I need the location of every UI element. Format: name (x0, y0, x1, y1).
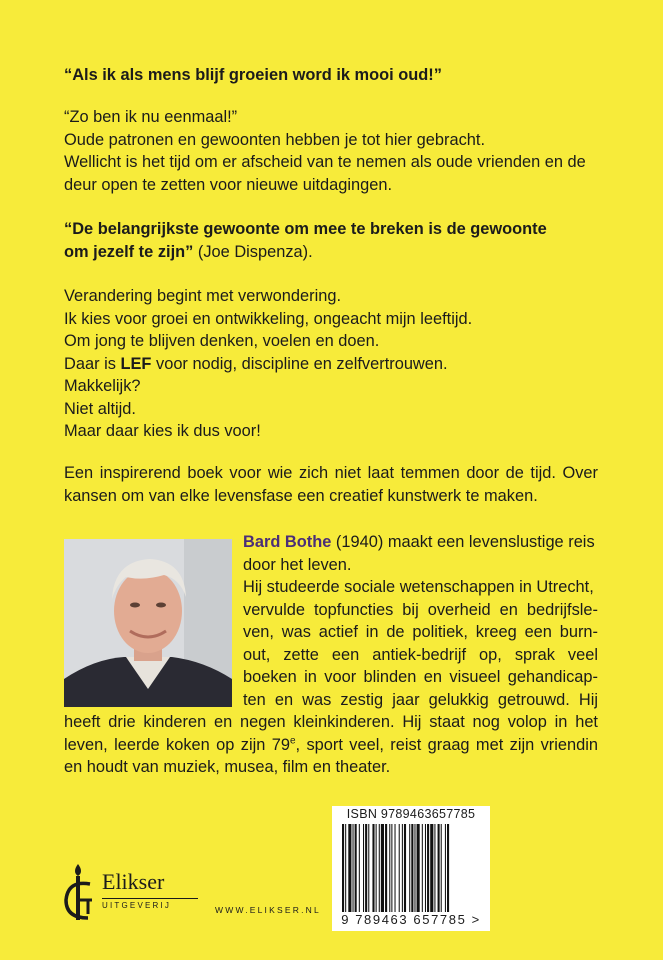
lef-word: LEF (120, 354, 152, 373)
lef-pre: Daar is (64, 354, 121, 373)
motivation-line: Niet altijd. (64, 399, 136, 418)
quote-attribution: (Joe Dispenza). (193, 242, 313, 261)
isbn-digits: 9 789463 657785 > (341, 912, 481, 927)
motivation-line: Om jong te blijven denken, voelen en doen. (64, 332, 380, 350)
author-bio-wrapped (243, 531, 598, 711)
motivation-line: Verandering begint met verwondering. (64, 287, 341, 305)
barcode-bar (399, 824, 400, 912)
bio-line: ten en was zestig jaar gelukkig getrouwd. Hij (243, 690, 598, 709)
barcode-bar (359, 824, 360, 912)
barcode-bar (411, 824, 413, 912)
barcode-bar (379, 824, 380, 912)
bio-line (64, 734, 598, 757)
barcode-bar (372, 824, 374, 912)
publisher-name: Elikser (102, 869, 165, 894)
barcode-bar (365, 824, 367, 912)
barcode-bar (381, 824, 384, 912)
barcode-bar (447, 824, 449, 912)
barcode-bar (345, 824, 346, 912)
barcode-bar (353, 824, 354, 912)
publisher-divider (102, 898, 198, 899)
bio-last: houdt van muziek, musea, film en theater. (86, 758, 391, 776)
barcode-bar (441, 824, 442, 912)
barcode-bar (409, 824, 410, 912)
motivation-line: Maar daar kies ik dus voor! (64, 422, 261, 440)
summary-line: Een inspirerend boek voor wie zich niet laat temmen door de tijd. Over (64, 464, 598, 482)
headline-quote: “Als ik als mens blijf groeien word ik mooi oud!” (64, 66, 442, 84)
bio-line (243, 531, 598, 554)
bio-line: Hij studeerde sociale wetenschappen in Utrecht, (243, 578, 594, 596)
motivation-line: Ik kies voor groei en ontwikkeling, ongeacht mijn leeftijd. (64, 309, 473, 328)
barcode-bar (417, 824, 420, 912)
barcode-bar (363, 824, 364, 912)
bio-age-post: , sport veel, reist graag met zijn vriendin (295, 735, 598, 754)
intro-paragraph (64, 106, 598, 196)
barcode-bar (445, 824, 446, 912)
barcode-bar (391, 824, 392, 912)
motivation-line: Makkelijk? (64, 377, 141, 395)
isbn-barcode (332, 806, 490, 931)
barcode-bar (422, 824, 423, 912)
barcode-bars (338, 824, 484, 912)
barcode-bar (368, 824, 369, 912)
publisher-subtitle: UITGEVERIJ (102, 901, 172, 910)
author-bio-full (64, 711, 598, 779)
bio-line: ven, was actief in de politiek, kreeg een burn- (243, 623, 598, 641)
barcode-bar (376, 824, 377, 912)
lef-post: voor nodig, discipline en zelfvertrouwen. (151, 354, 448, 373)
publisher-emblem-icon (58, 862, 102, 926)
author-name: Bard Bothe (243, 533, 332, 551)
barcode-bar (430, 824, 433, 912)
author-photo (64, 539, 232, 707)
barcode-bar (342, 824, 344, 912)
bio-line: vervulde topfuncties bij overheid en bedrijfsle- (243, 600, 598, 619)
publisher-logo (58, 862, 198, 926)
barcode-bar (402, 824, 403, 912)
bio-age-pre: leven, leerde koken op zijn 79 (64, 735, 290, 754)
barcode-bar (425, 824, 426, 912)
motivation-line (64, 353, 598, 376)
barcode-bar (434, 824, 435, 912)
quote-bold: om jezelf te zijn” (64, 242, 194, 261)
intro-line: deur open te zetten voor nieuwe uitdagingen. (64, 175, 393, 194)
dispenza-quote (64, 218, 598, 263)
motivation-paragraph (64, 285, 598, 443)
bio-line: boeken in voor blinden en visueel gehandicap- (243, 668, 598, 686)
bio-line (64, 756, 598, 779)
bio-en: en (64, 758, 87, 776)
summary-line: kansen om van elke levensfase een creatief kunstwerk te maken. (64, 486, 538, 505)
barcode-bar (414, 824, 415, 912)
bio-age-sup: e (289, 735, 296, 747)
intro-line: “Zo ben ik nu eenmaal!” (64, 108, 238, 126)
barcode-bar (427, 824, 429, 912)
barcode-bar (395, 824, 396, 912)
barcode-bar (385, 824, 387, 912)
intro-line: Oude patronen en gewoonten hebben je tot hier gebracht. (64, 130, 486, 149)
bio-line: heeft drie kinderen en negen kleinkinderen. Hij staat nog volop in het (64, 713, 598, 731)
isbn-label: ISBN 9789463657785 (346, 807, 476, 821)
barcode-bar (348, 824, 351, 912)
quote-line (64, 241, 598, 264)
barcode-bar (438, 824, 440, 912)
barcode-bar (355, 824, 357, 912)
intro-line: Wellicht is het tijd om er afscheid van te nemen als oude vrienden en de (64, 153, 586, 171)
quote-line: “De belangrijkste gewoonte om mee te breken is de gewoonte (64, 220, 547, 238)
bio-line: door het leven. (243, 555, 352, 574)
book-summary (64, 462, 598, 507)
barcode-bar (404, 824, 406, 912)
publisher-website: WWW.ELIKSER.NL (215, 905, 321, 915)
bio-line: out, zette een antiek-bedrijf op, sprak veel (243, 645, 598, 664)
barcode-bar (389, 824, 390, 912)
bio-text: (1940) maakt een levenslustige reis (331, 533, 595, 551)
